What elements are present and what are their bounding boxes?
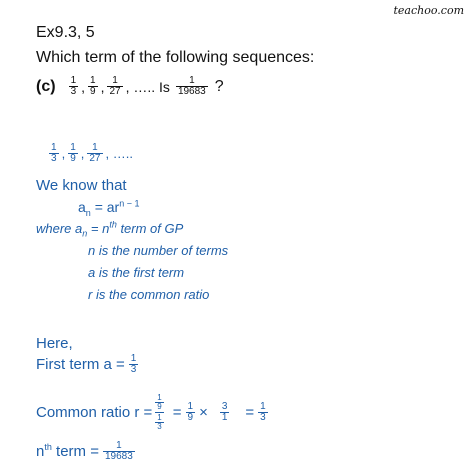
where-line: where $a_n = n^{th}$ term of GP xyxy=(36,219,184,239)
seq-tail: , ….. Is xyxy=(125,78,170,95)
solution-sequence: $\frac{1}{3}$ , $\frac{1}{9}$ , $\frac{1}{27}$ , ….. xyxy=(51,142,133,164)
gp-formula: $a_n = ar^{n - 1}$ xyxy=(78,198,140,218)
a-definition: a is the first term xyxy=(88,265,185,280)
target-term-fraction: $\frac{1}{19683}$ xyxy=(177,75,206,97)
sol-seq-tail: , ….. xyxy=(105,146,133,161)
sol-seq-fraction-1: $\frac{1}{3}$ xyxy=(51,142,57,164)
nth-term-fraction: $\frac{1}{19683}$ xyxy=(104,440,133,462)
question-text: Which term of the following sequences: xyxy=(36,49,315,66)
exercise-title: Ex9.3, 5 xyxy=(36,24,95,41)
watermark-logo: teachoo.com xyxy=(393,4,464,17)
ratio-result-fraction: $\frac{1}{3}$ xyxy=(260,401,266,423)
first-term-fraction: $\frac{1}{3}$ xyxy=(130,353,137,375)
we-know-text: We know that xyxy=(36,177,127,194)
part-label: (c) xyxy=(36,77,56,95)
ratio-step-fraction-a: $\frac{1}{9}$ xyxy=(187,401,194,423)
ratio-nested-fraction: $\frac{1}{9}$ $\frac{1}{3}$ xyxy=(157,393,162,431)
first-term-line: First term a = $\frac{1}{3}$ xyxy=(36,353,137,375)
question-part-c: (c) $\frac{1}{3}$ , $\frac{1}{9}$ , $\frac{1}{27}$ , ….. Is $\frac{1}{19683}$ ? xyxy=(36,75,224,97)
r-definition: r is the common ratio xyxy=(88,287,210,302)
n-definition: n is the number of terms xyxy=(88,243,229,258)
sol-seq-fraction-3: $\frac{1}{27}$ xyxy=(89,142,101,164)
seq-fraction-3: $\frac{1}{27}$ xyxy=(109,75,121,97)
seq-fraction-2: $\frac{1}{9}$ xyxy=(90,75,96,97)
times-symbol: × xyxy=(199,404,208,421)
here-text: Here, xyxy=(36,335,73,352)
common-ratio-line: Common ratio r = $\frac{1}{9}$ $\frac{1}{3}$ = $\frac{1}{9}$ × $\frac{3}{1}$ = $\frac{1}{3}$ xyxy=(36,393,266,431)
ratio-step-fraction-b: $\frac{3}{1}$ xyxy=(221,401,228,423)
seq-fraction-1: $\frac{1}{3}$ xyxy=(70,75,77,97)
nth-term-line: $n^{th}$ term = $\frac{1}{19683}$ xyxy=(36,440,133,462)
sol-seq-fraction-2: $\frac{1}{9}$ xyxy=(70,142,76,164)
question-mark: ? xyxy=(214,77,224,95)
